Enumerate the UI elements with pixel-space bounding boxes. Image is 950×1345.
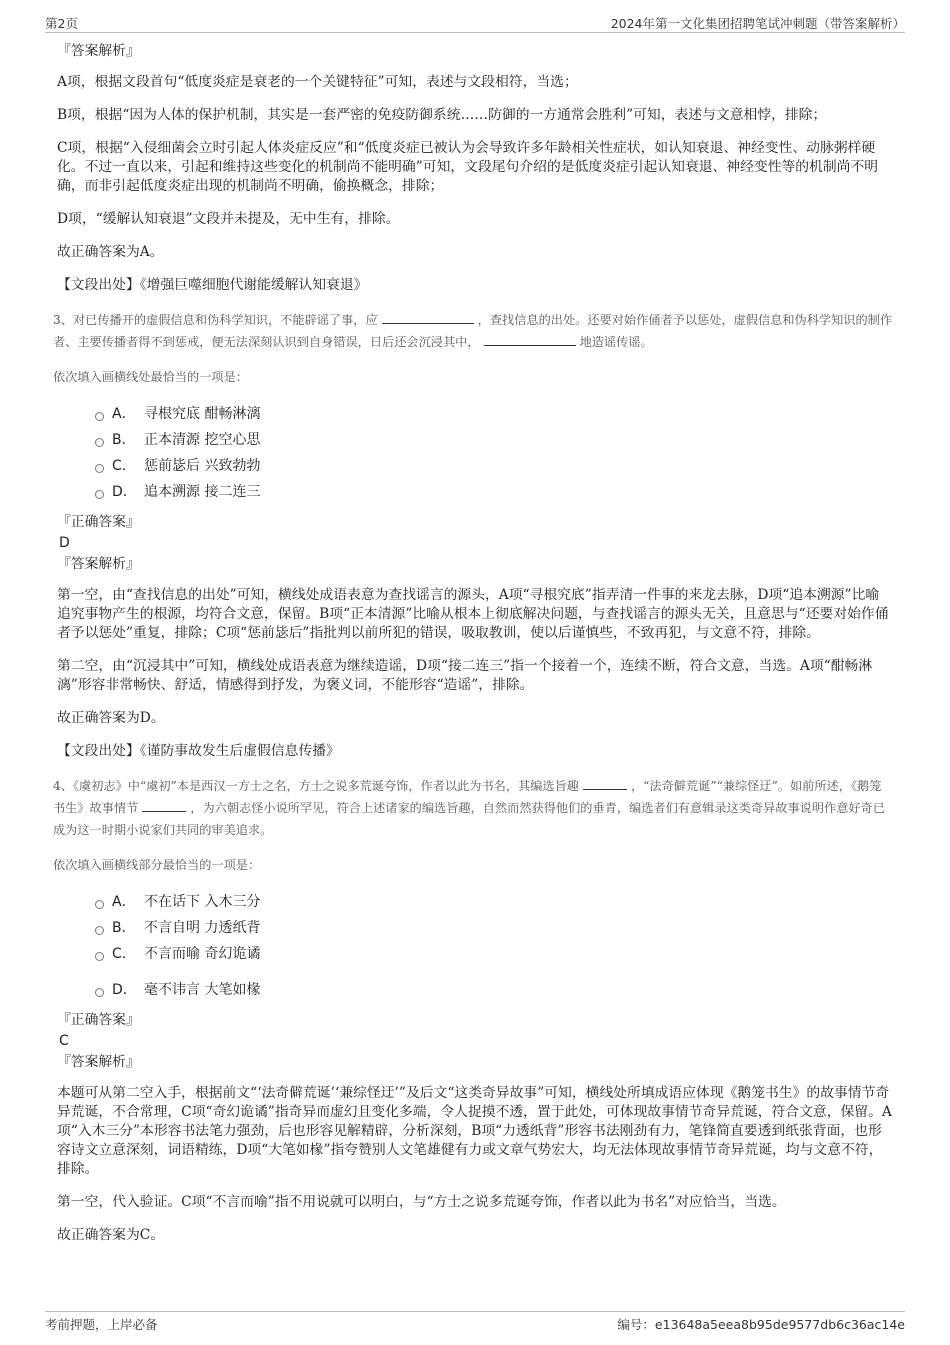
radio-icon[interactable] bbox=[95, 952, 104, 961]
correct-answer-label: 『正确答案』 bbox=[57, 514, 140, 530]
radio-icon[interactable] bbox=[95, 988, 104, 997]
analysis-paragraph: C项，根据“入侵细菌会立时引起人体炎症反应”和“低度炎症已被认为会导致许多年龄相关性症状，如认知衰退、神经变性、动脉粥样硬化。不过一直以来，引起和维持这些变化的机制尚不能明确”可知，文段尾句介绍的是低度炎症引起认知衰退、神经变性等的机制尚不明确，而非引起低度炎症出现的机制尚不明确，偷换概念，排除； bbox=[57, 140, 879, 194]
analysis-label: 『答案解析』 bbox=[57, 1054, 140, 1070]
radio-icon[interactable] bbox=[95, 464, 104, 473]
page-footer bbox=[45, 1311, 905, 1332]
radio-icon[interactable] bbox=[95, 490, 104, 499]
source-citation: 【文段出处】《谨防事故发生后虚假信息传播》 bbox=[57, 743, 340, 759]
final-answer: 故正确答案为C。 bbox=[57, 1227, 165, 1243]
radio-icon[interactable] bbox=[95, 438, 104, 447]
radio-icon[interactable] bbox=[95, 926, 104, 935]
option-d[interactable]: D． 追本溯源 接二连三 bbox=[95, 479, 892, 505]
page-number: 第2页 bbox=[45, 16, 78, 31]
option-c[interactable]: C． 惩前毖后 兴致勃勃 bbox=[95, 453, 892, 479]
analysis-paragraph: B项，根据“因为人体的保护机制，其实是一套严密的免疫防御系统……防御的一方通常会胜利”可知，表述与文意相悖，排除； bbox=[57, 107, 827, 123]
blank-line bbox=[142, 799, 186, 812]
footer-slogan: 考前押题，上岸必备 bbox=[45, 1317, 158, 1332]
correct-answer-value: D bbox=[59, 535, 70, 551]
option-a[interactable]: A． 不在话下 入木三分 bbox=[95, 889, 892, 915]
question-4-text: 4、《虞初志》中“虞初”本是西汉一方士之名，方士之说多荒诞夸饰，作者以此为书名，其编选旨趣 ，“法奇僻荒诞”“兼综怪迂”。如前所述，《鹅笼书生》故事情节 ，为六朝志怪小说所罕见，符合上述诸家的编选旨趣，自然而然获得他们的垂青，编选者们有意辑录这类奇异故事说明作意好奇已成为这一时期小说家们共同的审美追求。 bbox=[53, 779, 885, 837]
question-3-text: 3、对已传播开的虚假信息和伪科学知识，不能辟谣了事，应 ，查找信息的出处。还要对始作俑者予以惩处，虚假信息和伪科学知识的制作者、主要传播者得不到惩戒，便无法深刻认识到自身错误，日后还会沉浸其中， 地造谣传谣。 bbox=[53, 313, 893, 349]
blank-line bbox=[484, 333, 576, 346]
blank-line bbox=[382, 311, 474, 324]
option-b[interactable]: B． 不言自明 力透纸背 bbox=[95, 915, 892, 941]
correct-answer-value: C bbox=[59, 1033, 69, 1049]
analysis-paragraph: 第一空，代入验证。C项“不言而喻”指不用说就可以明白，与“方士之说多荒诞夸饰，作者以此为书名”对应恰当，当选。 bbox=[57, 1194, 786, 1210]
question-instruction: 依次填入画横线部分最恰当的一项是： bbox=[53, 858, 261, 872]
analysis-paragraph: 第二空，由“沉浸其中”可知，横线处成语表意为继续造谣，D项“接二连三”指一个接着一个，连续不断，符合文意，当选。A项“酣畅淋漓”形容非常畅快、舒适，情感得到抒发，为褒义词，不能形容“造谣”，排除。 bbox=[57, 658, 873, 693]
page-content bbox=[53, 42, 893, 1259]
correct-answer-label: 『正确答案』 bbox=[57, 1012, 140, 1028]
analysis-paragraph: 本题可从第二空入手，根据前文“‘法奇僻荒诞’‘兼综怪迂’”及后文“这类奇异故事”可知，横线处所填成语应体现《鹅笼书生》的故事情节奇异荒诞，不合常理，C项“奇幻诡谲”指奇异而虚幻且变化多端，令人捉摸不透，置于此处，可体现故事情节奇异荒诞，符合文意，保留。A项“入木三分”本形容书法笔力强劲，后也形容见解精辟，分析深刻，B项“力透纸背”形容书法刚劲有力，笔锋简直要透到纸张背面，也形容诗文立意深刻，词语精练，D项“大笔如椽”指夸赞别人文笔雄健有力或文章气势宏大，均无法体现故事情节奇异荒诞，均与文意不符，排除。 bbox=[57, 1085, 892, 1177]
radio-icon[interactable] bbox=[95, 900, 104, 909]
analysis-paragraph: D项，“缓解认知衰退”文段并未提及，无中生有，排除。 bbox=[57, 211, 400, 227]
option-c[interactable]: C． 不言而喻 奇幻诡谲 bbox=[95, 941, 892, 967]
radio-icon[interactable] bbox=[95, 412, 104, 421]
document-title: 2024年第一文化集团招聘笔试冲刺题（带答案解析） bbox=[610, 16, 905, 31]
final-answer: 故正确答案为A。 bbox=[57, 244, 164, 260]
page-header bbox=[45, 14, 905, 33]
option-b[interactable]: B． 正本清源 挖空心思 bbox=[95, 427, 892, 453]
analysis-label: 『答案解析』 bbox=[57, 556, 140, 572]
analysis-paragraph: 第一空，由“查找信息的出处”可知，横线处成语表意为查找谣言的源头，A项“寻根究底”指弄清一件事的来龙去脉，D项“追本溯源”比喻追究事物产生的根源，均符合文意，保留。B项“正本清源”比喻从根本上彻底解决问题，与查找谣言的源头无关，且意思与“还要对始作俑者予以惩处”重复，排除；C项“惩前毖后”指批判以前所犯的错误，吸取教训，使以后谨慎些，不致再犯，与文意不符，排除。 bbox=[57, 587, 889, 641]
option-d[interactable]: D． 毫不讳言 大笔如椽 bbox=[95, 977, 892, 1003]
source-citation: 【文段出处】《增强巨噬细胞代谢能缓解认知衰退》 bbox=[57, 277, 368, 293]
option-a[interactable]: A． 寻根究底 酣畅淋漓 bbox=[95, 401, 892, 427]
document-id: 编号：e13648a5eea8b95de9577db6c36ac14e bbox=[617, 1317, 905, 1332]
blank-line bbox=[583, 777, 627, 790]
question-4-options bbox=[95, 889, 892, 1003]
analysis-label: 『答案解析』 bbox=[57, 43, 140, 59]
analysis-paragraph: A项，根据文段首句“低度炎症是衰老的一个关键特征”可知，表述与文段相符，当选； bbox=[57, 74, 578, 90]
question-instruction: 依次填入画横线处最恰当的一项是： bbox=[53, 370, 248, 384]
final-answer: 故正确答案为D。 bbox=[57, 710, 165, 726]
question-3-options bbox=[95, 401, 892, 505]
